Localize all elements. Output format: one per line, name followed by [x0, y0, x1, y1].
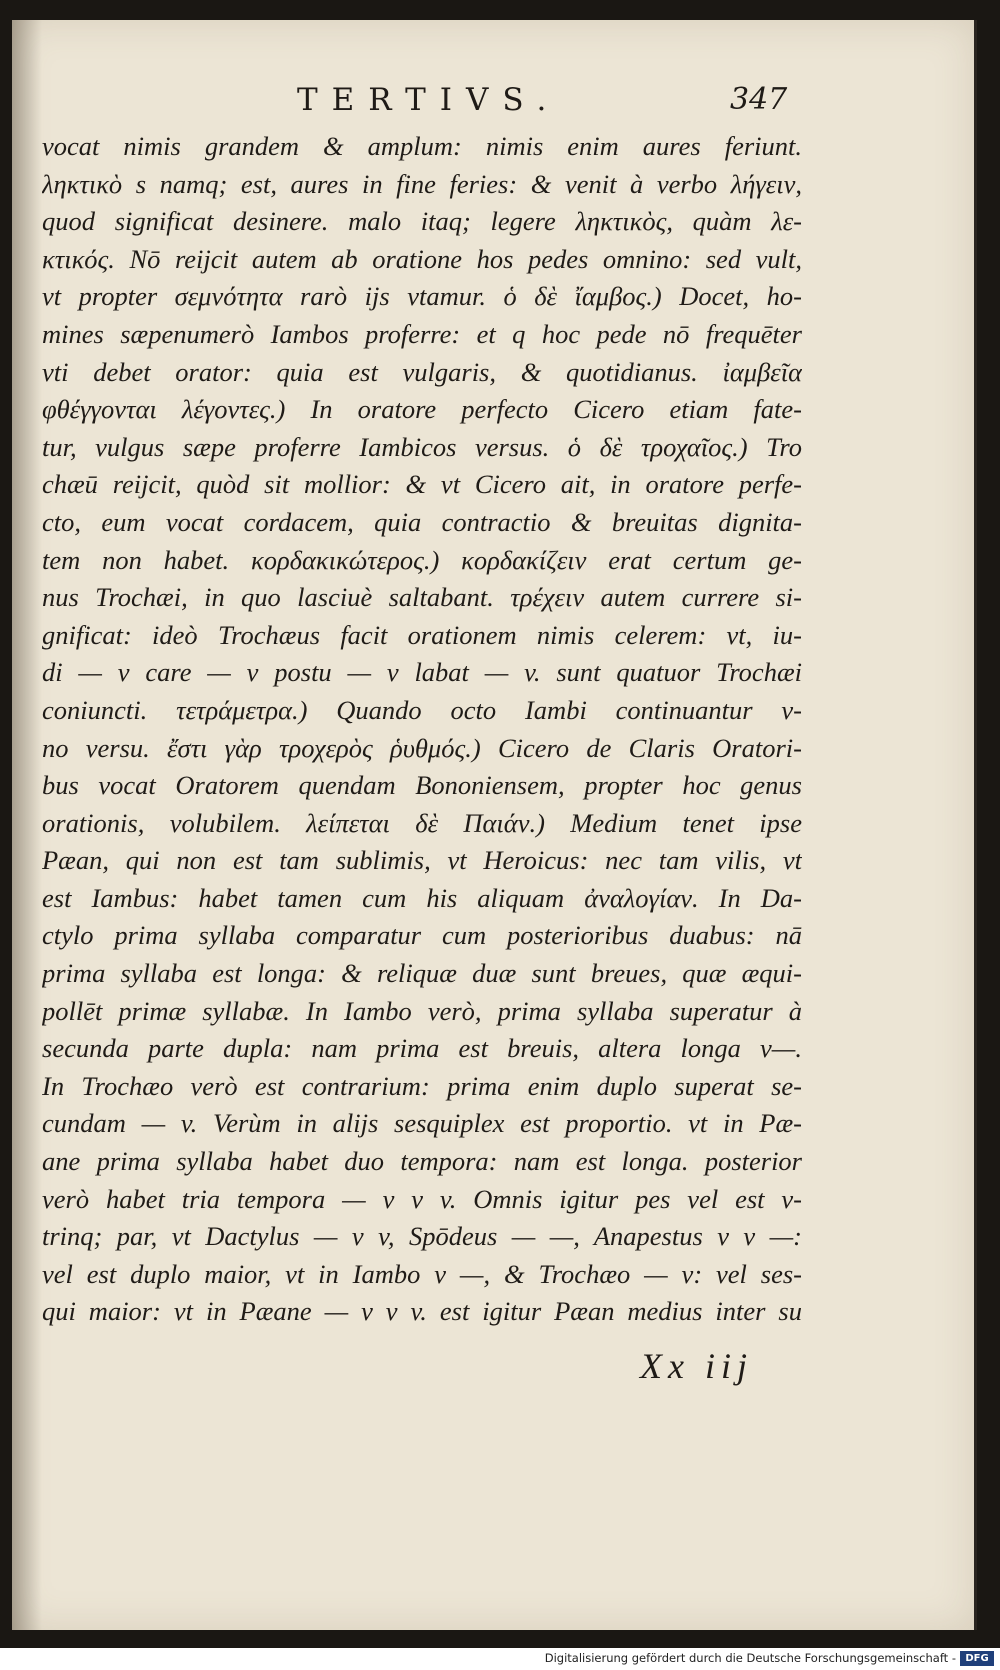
- text-line: Pæan, qui non est tam sublimis, vt Heroicus: nec tam vilis, vt: [42, 845, 802, 876]
- running-title: TERTIVS.: [297, 82, 561, 118]
- text-line: coniuncti. τετράμετρα.) Quando octo Iambi continuantur v-: [42, 694, 802, 725]
- text-line: ληκτικὸ s namq; est, aures in fine feries: & venit à verbo λήγειν,: [42, 168, 802, 199]
- text-line: bus vocat Oratorem quendam Bononiensem, propter hoc genus: [42, 770, 802, 801]
- text-line: vt propter σεμνότητα rarò ijs vtamur. ὁ δὲ ἴαμβος.) Docet, ho-: [42, 281, 802, 312]
- running-head: [12, 82, 974, 122]
- text-line: di — v care — v postu — v labat — v. sunt quatuor Trochæi: [42, 657, 802, 688]
- body-text: [42, 128, 802, 1331]
- text-line: pollēt primæ syllabæ. In Iambo verò, prima syllaba superatur à: [42, 995, 802, 1026]
- text-line: vel est duplo maior, vt in Iambo v —, & Trochæo — v: vel ses-: [42, 1258, 802, 1289]
- text-line: no versu. ἔστι γὰρ τροχερὸς ῥυθμός.) Cicero de Claris Oratori-: [42, 732, 802, 763]
- text-line: vocat nimis grandem & amplum: nimis enim aures feriunt.: [42, 131, 802, 161]
- gutter-shadow: [12, 20, 42, 1630]
- text-line: κτικός. Nō reijcit autem ab oratione hos pedes omnino: sed vult,: [42, 243, 802, 274]
- text-line: mines sæpenumerò Iambos proferre: et q hoc pede nō frequēter: [42, 318, 802, 349]
- signature-mark: Xx iij: [640, 1346, 753, 1386]
- text-line: ane prima syllaba habet duo tempora: nam est longa. posterior: [42, 1146, 802, 1177]
- text-line: est Iambus: habet tamen cum his aliquam ἀναλογίαν. In Da-: [42, 882, 802, 913]
- text-line: prima syllaba est longa: & reliquæ duæ sunt breues, quæ æqui-: [42, 958, 802, 989]
- text-line: vti debet orator: quia est vulgaris, & quotidianus. ἰαμβεῖα: [42, 356, 802, 387]
- digitization-footer: [0, 1648, 1000, 1670]
- text-line: φθέγγονται λέγοντες.) In oratore perfecto Cicero etiam fate-: [42, 394, 802, 425]
- text-line: secunda parte dupla: nam prima est breuis, altera longa v—.: [42, 1033, 802, 1064]
- text-line: verò habet tria tempora — v v v. Omnis igitur pes vel est v-: [42, 1183, 802, 1214]
- text-line: orationis, volubilem. λείπεται δὲ Παιάν.) Medium tenet ipse: [42, 807, 802, 838]
- text-line: trinq; par, vt Dactylus — v v, Spōdeus — —, Anapestus v v —:: [42, 1221, 802, 1252]
- dfg-logo: DFG: [960, 1651, 994, 1666]
- text-line: cundam — v. Verùm in alijs sesquiplex est proportio. vt in Pæ-: [42, 1108, 802, 1139]
- text-line: tem non habet. κορδακικώτερος.) κορδακίζειν erat certum ge-: [42, 544, 802, 575]
- text-line: In Trochæo verò est contrarium: prima enim duplo superat se-: [42, 1070, 802, 1101]
- text-line: cto, eum vocat cordacem, quia contractio & breuitas dignita-: [42, 506, 802, 537]
- text-line: quod significat desinere. malo itaq; legere ληκτικὸς, quàm λε-: [42, 206, 802, 237]
- text-line: qui maior: vt in Pæane — v v v. est igitur Pæan medius inter su: [42, 1296, 802, 1327]
- text-line: tur, vulgus sæpe proferre Iambicos versus. ὁ δὲ τροχαῖος.) Tro: [42, 431, 802, 462]
- text-line: chæū reijcit, quòd sit mollior: & vt Cicero ait, in oratore perfe-: [42, 469, 802, 500]
- page-number: 347: [730, 82, 788, 117]
- funding-credit: Digitalisierung gefördert durch die Deutsche Forschungsgemeinschaft -: [544, 1651, 956, 1665]
- text-line: nus Trochæi, in quo lasciuè saltabant. τρέχειν autem currere si-: [42, 582, 802, 613]
- book-page: [12, 20, 977, 1630]
- text-line: gnificat: ideò Trochæus facit orationem nimis celerem: vt, iu-: [42, 619, 802, 650]
- text-line: ctylo prima syllaba comparatur cum posterioribus duabus: nā: [42, 920, 802, 951]
